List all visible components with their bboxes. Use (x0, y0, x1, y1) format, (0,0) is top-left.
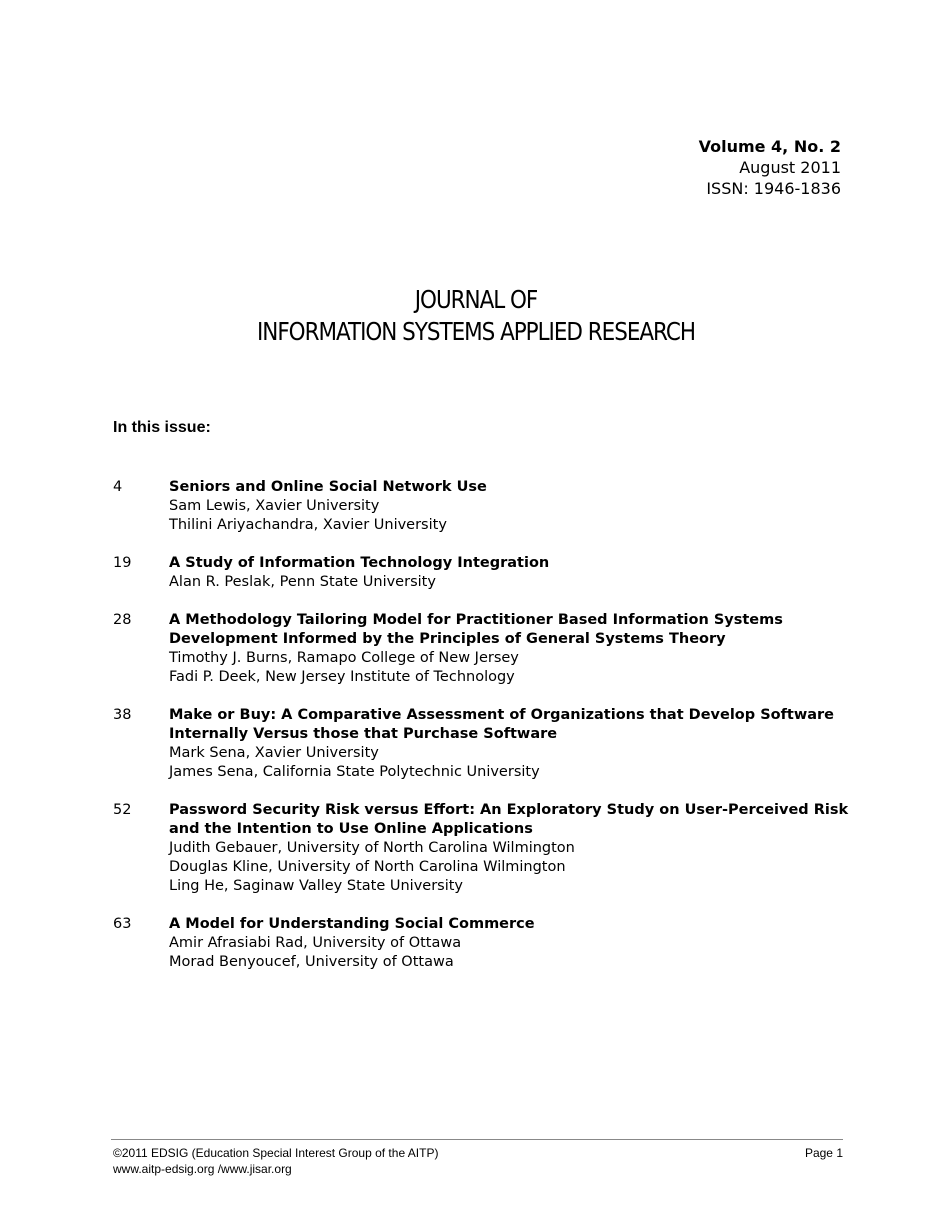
toc-entry (113, 801, 853, 896)
article-author: Judith Gebauer, University of North Carolina Wilmington (169, 840, 575, 856)
article-author: Amir Afrasiabi Rad, University of Ottawa (169, 935, 462, 951)
toc-entry (113, 554, 853, 592)
article-author: Mark Sena, Xavier University (169, 745, 379, 761)
article-author: James Sena, California State Polytechnic University (169, 764, 540, 780)
article-author: Morad Benyoucef, University of Ottawa (169, 954, 454, 970)
article-author: Alan R. Peslak, Penn State University (169, 574, 436, 590)
article-author: Timothy J. Burns, Ramapo College of New Jersey (169, 650, 519, 666)
volume-number: Volume 4, No. 2 (698, 137, 841, 156)
page-footer (113, 1145, 843, 1177)
article-author: Fadi P. Deek, New Jersey Institute of Technology (169, 669, 515, 685)
in-this-issue-heading: In this issue: (113, 419, 211, 436)
article-title[interactable]: A Study of Information Technology Integration (169, 555, 550, 571)
article-title[interactable]: Seniors and Online Social Network Use (169, 479, 487, 495)
table-of-contents (113, 478, 853, 991)
toc-page-number: 19 (113, 555, 132, 571)
journal-title-line1: JOURNAL OF (414, 285, 538, 314)
toc-entry (113, 611, 853, 687)
article-title[interactable]: Make or Buy: A Comparative Assessment of Organizations that Develop Software Internally Versus those that Purchase Software (169, 707, 835, 742)
toc-page-number: 63 (113, 916, 132, 932)
issue-date: August 2011 (739, 158, 841, 177)
article-author: Ling He, Saginaw Valley State University (169, 878, 464, 894)
issn: ISSN: 1946-1836 (706, 179, 841, 198)
article-author: Sam Lewis, Xavier University (169, 498, 380, 514)
footer-page-number: Page 1 (804, 1146, 843, 1160)
toc-entry (113, 706, 853, 782)
article-title[interactable]: A Methodology Tailoring Model for Practitioner Based Information Systems Development Informed by the Principles of General Systems Theory (169, 612, 783, 647)
issue-info (699, 136, 841, 199)
article-author: Douglas Kline, University of North Carolina Wilmington (169, 859, 566, 875)
journal-title (67, 284, 886, 348)
footer-urls[interactable]: www.aitp-edsig.org /www.jisar.org (113, 1162, 292, 1176)
footer-copyright: ©2011 EDSIG (Education Special Interest Group of the AITP) (113, 1146, 439, 1160)
toc-entry (113, 478, 853, 535)
toc-page-number: 38 (113, 707, 132, 723)
toc-page-number: 4 (113, 479, 123, 495)
toc-page-number: 52 (113, 802, 132, 818)
journal-title-line2: INFORMATION SYSTEMS APPLIED RESEARCH (256, 317, 696, 346)
footer-divider (111, 1139, 843, 1140)
article-title[interactable]: A Model for Understanding Social Commerce (169, 916, 535, 932)
toc-page-number: 28 (113, 612, 132, 628)
article-author: Thilini Ariyachandra, Xavier University (169, 517, 447, 533)
article-title[interactable]: Password Security Risk versus Effort: An Exploratory Study on User-Perceived Risk and the Intention to Use Online Applications (169, 802, 849, 837)
toc-entry (113, 915, 853, 972)
